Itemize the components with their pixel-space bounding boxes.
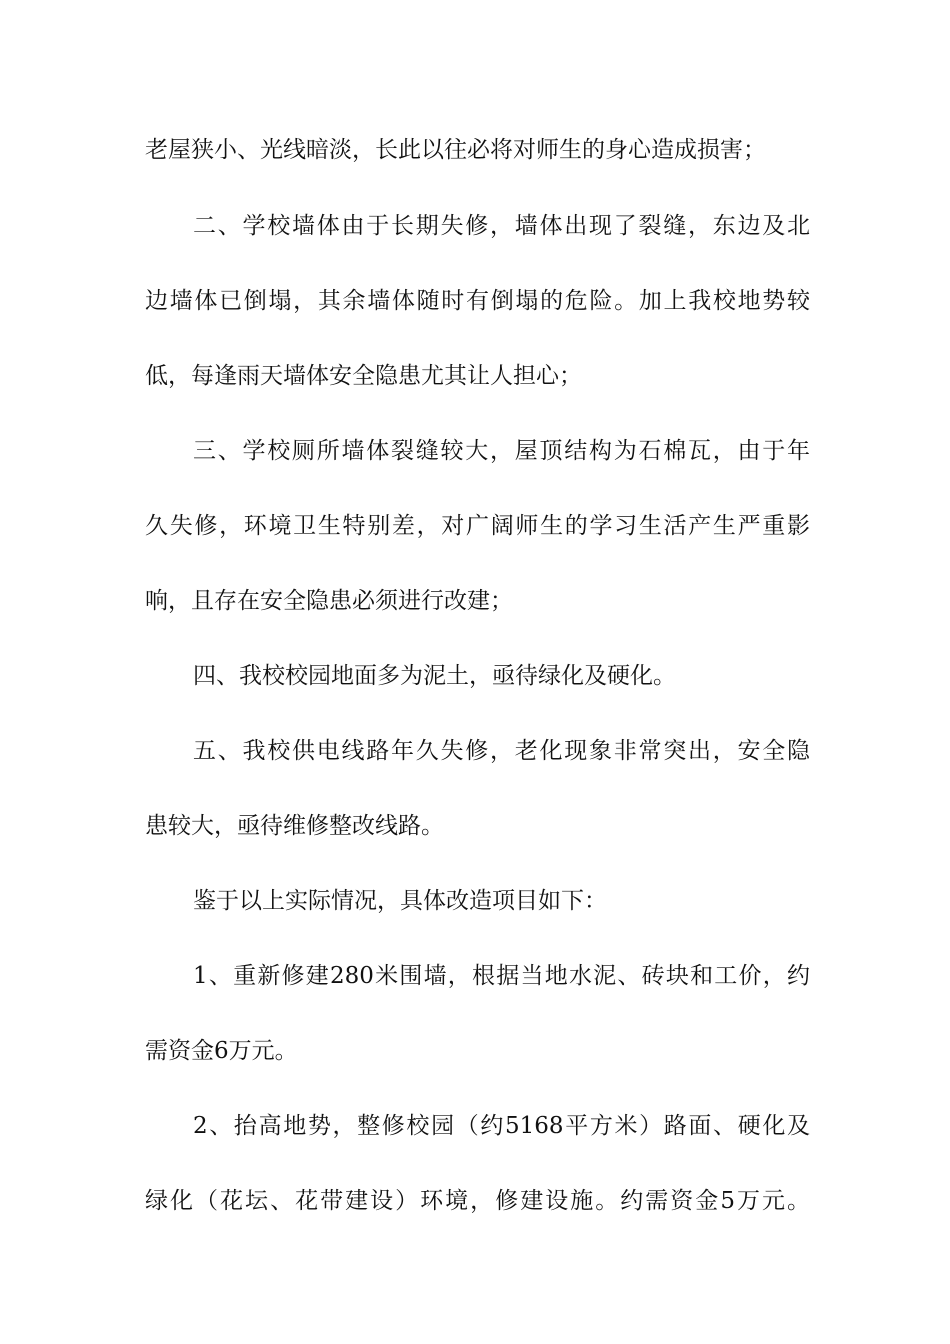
text-line: 1、重新修建280米围墙，根据当地水泥、砖块和工价，约	[193, 963, 810, 989]
text-line: 鉴于以上实际情况，具体改造项目如下：	[193, 888, 607, 914]
text-line: 边墙体已倒塌，其余墙体随时有倒塌的危险。加上我校地势较	[145, 288, 810, 314]
text-line: 需资金6万元。	[145, 1038, 298, 1064]
text-line: 老屋狭小、光线暗淡，长此以往必将对师生的身心造成损害；	[145, 137, 766, 163]
text-line: 五、我校供电线路年久失修，老化现象非常突出，安全隐	[193, 738, 810, 764]
text-line: 二、学校墙体由于长期失修，墙体出现了裂缝，东边及北	[193, 213, 810, 239]
text-line: 低，每逢雨天墙体安全隐患尤其让人担心；	[145, 363, 582, 389]
text-line: 久失修，环境卫生特别差，对广阔师生的学习生活产生严重影	[145, 513, 810, 539]
text-line: 四、我校校园地面多为泥土，亟待绿化及硬化。	[193, 663, 676, 689]
text-line: 绿化（花坛、花带建设）环境，修建设施。约需资金5万元。	[145, 1188, 810, 1214]
text-line: 2、抬高地势，整修校园（约5168平方米）路面、硬化及	[193, 1113, 810, 1139]
text-line: 响，且存在安全隐患必须进行改建；	[145, 588, 513, 614]
text-line: 三、学校厕所墙体裂缝较大，屋顶结构为石棉瓦，由于年	[193, 438, 810, 464]
text-line: 患较大，亟待维修整改线路。	[145, 813, 444, 839]
